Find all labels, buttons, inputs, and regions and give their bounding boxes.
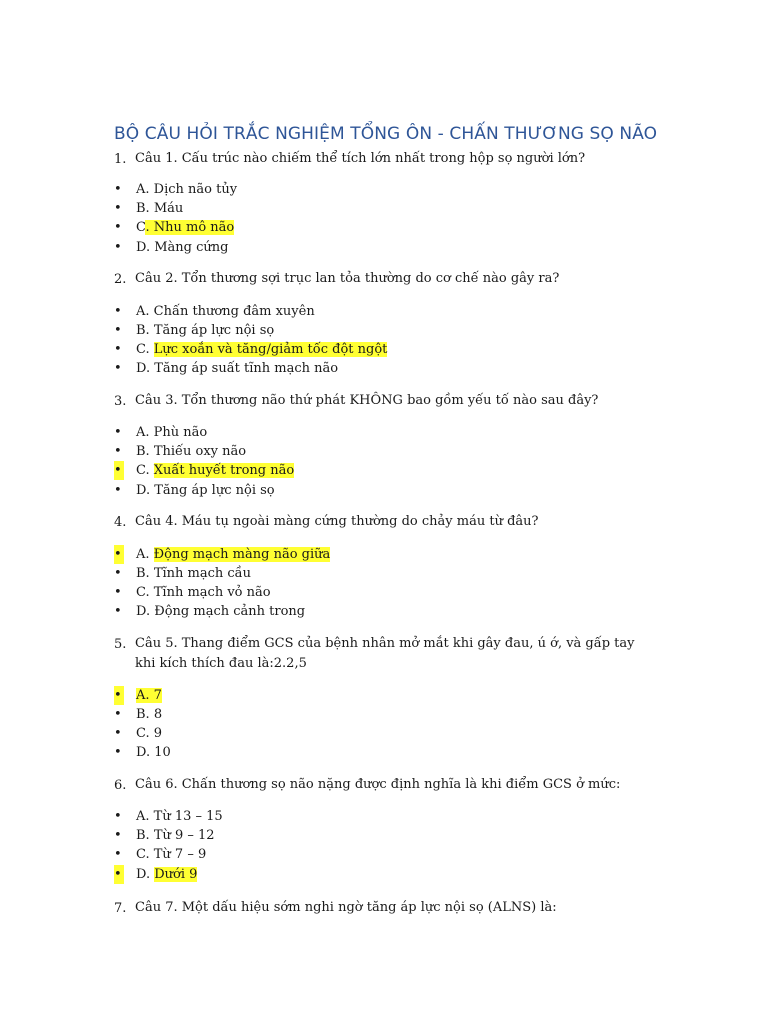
question-text: Câu 7. Một dấu hiệu sớm nghi ngờ tăng áp lực nội sọ (ALNS) là: [135, 900, 557, 915]
question-text: Câu 4. Máu tụ ngoài màng cứng thường do chảy máu từ đâu? [135, 514, 539, 529]
bullet: • [114, 604, 122, 619]
bullet: • [114, 745, 122, 760]
option-text: C. Từ 7 – 9 [136, 847, 207, 862]
question-number: 5. [114, 637, 127, 652]
question-number: 7. [114, 901, 127, 916]
bullet: • [114, 240, 122, 255]
bullet: • [114, 323, 122, 338]
option-text: C [136, 220, 146, 235]
highlighted-answer: Xuất huyết trong não [153, 463, 295, 478]
option-text: A. Chấn thương đâm xuyên [136, 304, 315, 319]
question-number: 4. [114, 515, 127, 530]
option-text: A. [136, 547, 154, 562]
bullet: • [114, 361, 122, 376]
option-text: C. 9 [136, 726, 163, 741]
answer-option [114, 602, 305, 621]
answer-option-correct [114, 218, 234, 237]
answer-option [114, 743, 171, 762]
answer-option [114, 423, 207, 442]
question-text: Câu 1. Cấu trúc nào chiếm thể tích lớn nhất trong hộp sọ người lớn? [135, 151, 586, 166]
option-text: B. Máu [136, 201, 184, 216]
question-text: Câu 6. Chấn thương sọ não nặng được định nghĩa là khi điểm GCS ở mức: [135, 777, 621, 792]
highlighted-answer: Lực xoắn và tăng/giảm tốc đột ngột [153, 342, 388, 357]
bullet: • [114, 342, 122, 357]
answer-option [114, 724, 162, 743]
option-text: D. Màng cứng [136, 240, 229, 255]
answer-option [114, 807, 223, 826]
option-text: A. Phù não [136, 425, 208, 440]
answer-option [114, 481, 275, 500]
bullet: • [114, 707, 122, 722]
answer-option [114, 826, 215, 845]
bullet: • [114, 828, 122, 843]
question-text: Câu 5. Thang điểm GCS của bệnh nhân mở mắt khi gây đau, ú ớ, và gấp tay khi kích thích đau là:2.2,5 [135, 636, 635, 671]
option-text: A. Từ 13 – 15 [136, 809, 223, 824]
bullet: • [114, 545, 124, 564]
question-number: 3. [114, 394, 127, 409]
bullet: • [114, 304, 122, 319]
highlighted-answer: A. 7 [136, 688, 162, 703]
option-text: D. Tăng áp lực nội sọ [136, 483, 275, 498]
bullet: • [114, 444, 122, 459]
option-text: B. Từ 9 – 12 [136, 828, 215, 843]
option-text: D. Động mạch cảnh trong [136, 604, 306, 619]
bullet: • [114, 809, 122, 824]
option-text: D. Tăng áp suất tĩnh mạch não [136, 361, 339, 376]
question-number: 6. [114, 778, 127, 793]
bullet: • [114, 182, 122, 197]
bullet: • [114, 425, 122, 440]
answer-option [114, 238, 228, 257]
bullet: • [114, 686, 124, 705]
option-text: B. Tĩnh mạch cầu [136, 566, 252, 581]
answer-option [114, 583, 271, 602]
question-text: Câu 3. Tổn thương não thứ phát KHÔNG bao gồm yếu tố nào sau đây? [135, 393, 599, 408]
answer-option [114, 359, 338, 378]
highlighted-answer: Dưới 9 [154, 867, 198, 882]
option-text: A. Dịch não tủy [136, 182, 238, 197]
answer-option [114, 180, 237, 199]
answer-option [114, 705, 162, 724]
answer-option-correct [114, 461, 294, 480]
bullet: • [114, 847, 122, 862]
answer-option [114, 564, 251, 583]
option-text: B. 8 [136, 707, 163, 722]
answer-option [114, 302, 315, 321]
option-text: D. 10 [136, 745, 171, 760]
answer-option-correct [114, 545, 330, 564]
answer-option [114, 442, 246, 461]
answer-option-correct [114, 865, 197, 884]
answer-option [114, 845, 206, 864]
answer-option [114, 321, 274, 340]
option-text: D. [136, 867, 155, 882]
bullet: • [114, 566, 122, 581]
bullet: • [114, 585, 122, 600]
question-text: Câu 2. Tổn thương sợi trục lan tỏa thường do cơ chế nào gây ra? [135, 271, 560, 286]
bullet: • [114, 865, 124, 884]
option-text: C. Tĩnh mạch vỏ não [136, 585, 271, 600]
bullet: • [114, 201, 122, 216]
bullet: • [114, 726, 122, 741]
answer-option-correct [114, 340, 387, 359]
bullet: • [114, 220, 122, 235]
highlighted-answer: . Nhu mô não [145, 220, 235, 235]
highlighted-answer: Động mạch màng não giữa [153, 547, 331, 562]
option-text: B. Thiếu oxy não [136, 444, 247, 459]
document-title: BỘ CÂU HỎI TRẮC NGHIỆM TỔNG ÔN - CHẤN THƯƠNG SỌ NÃO [114, 124, 658, 144]
option-text: C. [136, 342, 154, 357]
answer-option [114, 199, 183, 218]
option-text: C. [136, 463, 154, 478]
bullet: • [114, 461, 124, 480]
bullet: • [114, 483, 122, 498]
answer-option-correct [114, 686, 162, 705]
option-text: B. Tăng áp lực nội sọ [136, 323, 275, 338]
question-number: 2. [114, 272, 127, 287]
question-number: 1. [114, 152, 127, 167]
